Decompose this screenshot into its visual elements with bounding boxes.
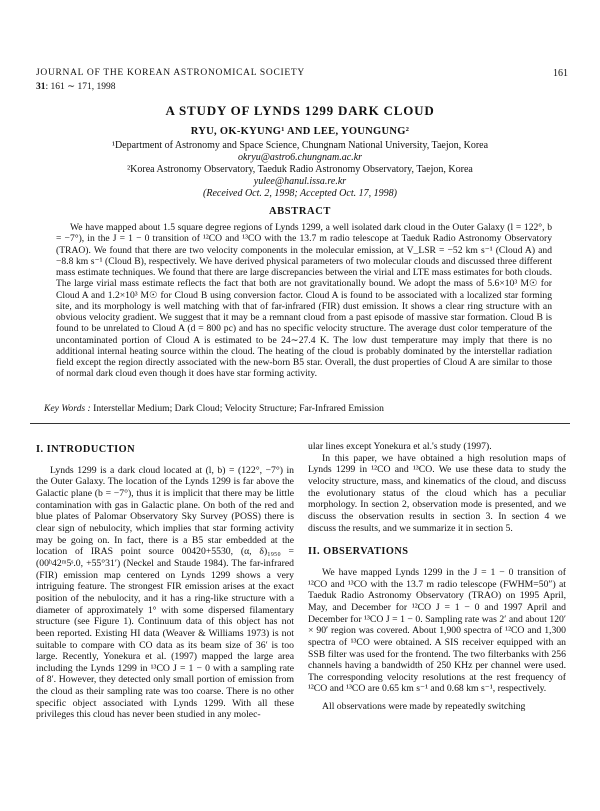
section-heading-introduction: I. INTRODUCTION	[36, 444, 136, 455]
authors: RYU, OK-KYUNG¹ AND LEE, YOUNGUNG²	[190, 126, 410, 137]
observations-paragraph-1: We have mapped Lynds 1299 in the J = 1 − 0 transition of ¹²CO and ¹³CO with the 13.7 m radio telescope (FWHM=50″) at Taeduk Radio Astronomy Observatory (TRAO) on 1995 April, May, and December for ¹²CO J = 1 − 0 and 1997 April and December for ¹³CO J = 1 − 0. Sampling rate was 2′ and about 120′ × 90′ region was covered. About 1,900 spectra of ¹²CO and 1,300 spectra of ¹³CO were obtained. A SIS receiver equipped with an SSB filter was used for the frontend. The two filterbanks with 256 channels having a bandwidth of 250 KHz per channel were used. The corresponding velocity resolutions at the rest frequency of ¹²CO and ¹³CO are 0.65 km s⁻¹ and 0.68 km s⁻¹, respectively.	[308, 566, 566, 695]
email-1: okryu@astro6.chungnam.ac.kr	[237, 152, 363, 163]
intro-paragraph-1: Lynds 1299 is a dark cloud located at (l, b) = (122°, −7°) in the Outer Galaxy. The location of the Lynds 1299 is far above the Galactic plane (b = −7°), thus it is implicit that there may be little contamination with gas in Galactic plane. On both of the red and blue plates of Palomar Observatory Sky Survey (POSS) there is clear sign of nebulocity, which implies that star forming activity may be going on. In fact, there is a B5 star embedded at the location of IRAS point source 00420+5530, (α, δ)₁₉₅₀ = (00ʰ42ᵐ5ˢ.0, +55°31′) (Neckel and Staude 1984). The far-infrared (FIR) emission map centered on Lynds 1299 shows a very intriguing feature. The strongest FIR emission arises at the exact position of the nebulocity, and it has a ring-like structure with a diameter of approximately 1° with some dispersed filamentary structure (see Figure 1). Continuum data of this object has not been reported. Existing HI data (Weaver & Williams 1973) is not suitable to compare with CO data as its beam size of 36′ is too large. Recently, Yonekura et al. (1997) mapped the large area including the Lynds 1299 in ¹³CO J = 1 − 0 with a sampling rate of 8′. However, they detected only small portion of emission from the cloud as their sampling rate was too coarse. There is no other specific object associated with Lynds 1299. With all these privileges this cloud has never been studied in any molec-	[36, 464, 294, 721]
abstract-heading: ABSTRACT	[269, 206, 331, 217]
observations-paragraph-2: All observations were made by repeatedly switching	[322, 701, 526, 713]
affiliation-1: ¹Department of Astronomy and Space Science, Chungnam National University, Taejon, Korea	[111, 140, 489, 151]
volume-line	[36, 81, 115, 92]
affiliation-2: ²Korea Astronomy Observatory, Taeduk Radio Astronomy Observatory, Taejon, Korea	[127, 164, 473, 175]
left-column	[36, 444, 294, 721]
keywords-label: Key Words :	[44, 403, 91, 414]
divider-rule	[30, 423, 570, 424]
right-column	[308, 441, 566, 713]
received-dates: (Received Oct. 2, 1998; Accepted Oct. 17, 1998)	[203, 188, 397, 199]
intro-paragraph-2: In this paper, we have obtained a high resolution maps of Lynds 1299 in ¹²CO and ¹³CO. We use these data to study the velocity structure, mass, and kinematics of the cloud, and discuss the evolutionary status of the cloud which has a peculiar morphology. In section 2, observation mode is presented, and we discuss the observation results in section 3. In section 4 we discuss the results, and we summarize it in section 5.	[308, 452, 566, 534]
abstract-text: We have mapped about 1.5 square degree regions of Lynds 1299, a well isolated dark cloud in the Outer Galaxy (l = 122°, b = −7°), in the J = 1 − 0 transition of ¹²CO and ¹³CO with the 13.7 m radio telescope at Taeduk Radio Astronomy Observatory (TRAO). We found that there are two velocity components in the molecular emission, at V_LSR = −52 km s⁻¹ (Cloud A) and −8.8 km s⁻¹ (Cloud B), respectively. We have derived physical parameters of two molecular clouds and discussed three different mass estimate techniques. We found that there are large discrepancies between the virial and LTE mass estimates for both clouds. The large virial mass estimate reflects the fact that both are not gravitationally bound. We adopt the mass of 5.6×10³ M☉ for Cloud A and 1.2×10³ M☉ for Cloud B using conversion factor. Cloud A is found to be associated with a localized star forming site, and its morphology is well matching with that of far-infrared (FIR) dust emission. It shows a clear ring structure with an obvious velocity gradient. We suggest that it may be a remnant cloud from a past episode of massive star formation. Cloud B is found to be unrelated to Cloud A (d = 800 pc) and has no specific velocity structure. The average dust color temperature of the uncontaminated portion of Cloud A is estimated to be 24∼27.4 K. The low dust temperature may imply that there is no additional internal heating source within the cloud. The heating of the cloud is probably dominated by the interstellar radiation field except the region directly associated with the new-born B5 star. Overall, the dust properties of Cloud A are similar to those of normal dark cloud even though it does have star forming activity.	[56, 222, 552, 380]
intro-paragraph-1-continued: ular lines except Yonekura et al.'s study (1997).	[308, 441, 492, 452]
email-2: yulee@hanul.issa.re.kr	[253, 176, 347, 187]
volume-number: 31	[36, 82, 46, 92]
keywords-text: Interstellar Medium; Dark Cloud; Velocity Structure; Far-Infrared Emission	[90, 403, 384, 414]
pages-years: : 161 ∼ 171, 1998	[45, 82, 116, 92]
keywords	[44, 403, 564, 414]
page-number: 161	[553, 68, 568, 79]
paper-title: A STUDY OF LYNDS 1299 DARK CLOUD	[165, 103, 435, 118]
section-heading-observations: II. OBSERVATIONS	[308, 546, 409, 558]
journal-name: JOURNAL OF THE KOREAN ASTRONOMICAL SOCIETY	[36, 68, 305, 78]
